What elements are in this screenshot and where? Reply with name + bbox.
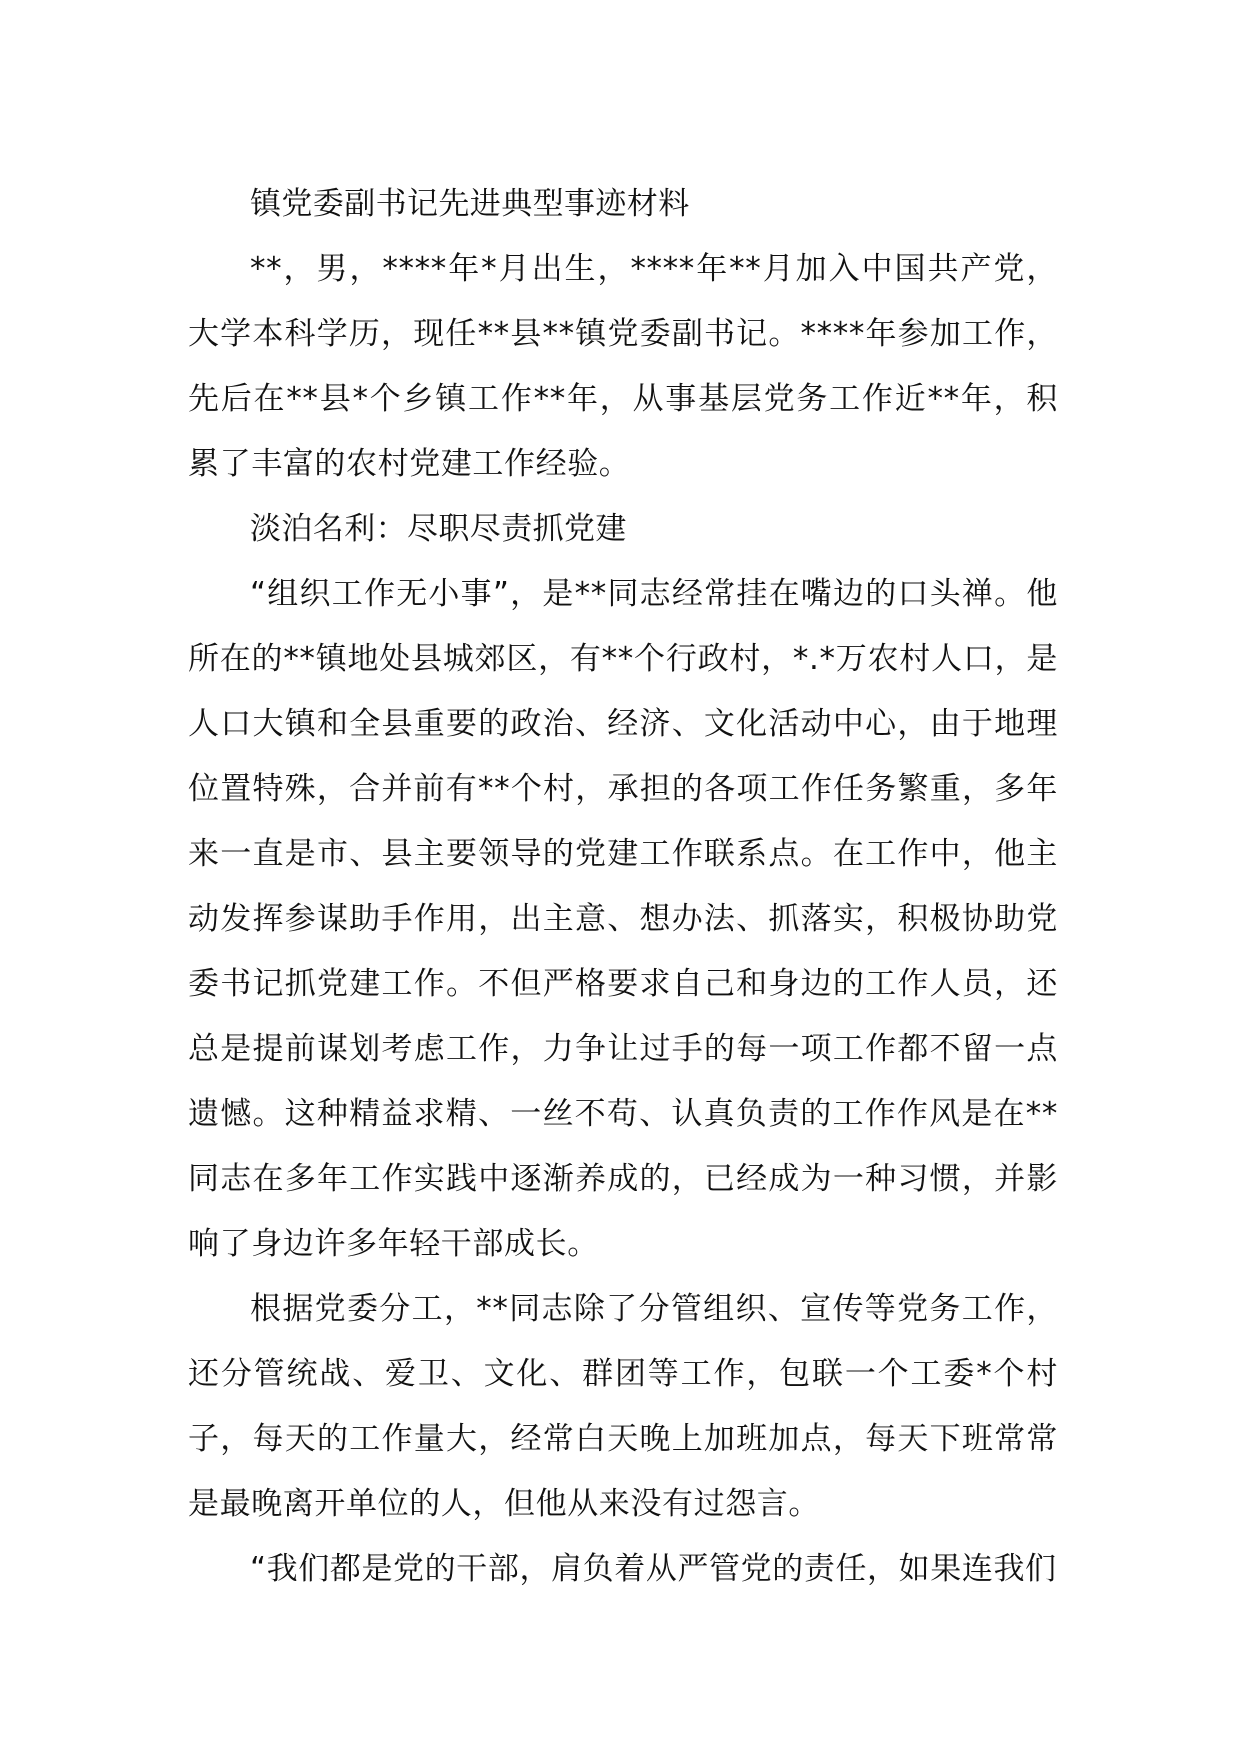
paragraph-biography: **，男，****年*月出生，****年**月加入中国共产党，大学本科学历，现任**县**镇党委副书记。****年参加工作，先后在**县*个乡镇工作**年，从事基层党务工作近**年，积累了丰富的农村党建工作经验。 — [188, 251, 1058, 482]
paragraph-party-division: 根据党委分工，**同志除了分管组织、宣传等党务工作，还分管统战、爱卫、文化、群团等工作，包联一个工委*个村子，每天的工作量大，经常白天晚上加班加点，每天下班常常是最晚离开单位的人，但他从来没有过怨言。 — [188, 1291, 1058, 1522]
section-heading: 淡泊名利：尽职尽责抓党建 — [250, 511, 627, 547]
document-body — [188, 172, 1058, 1602]
paragraph-quote-continued: “我们都是党的干部，肩负着从严管党的责任，如果连我们 — [250, 1551, 1057, 1587]
paragraph-organization-work: “组织工作无小事”，是**同志经常挂在嘴边的口头禅。他所在的**镇地处县城郊区，有**个行政村，*.*万农村人口，是人口大镇和全县重要的政治、经济、文化活动中心，由于地理位置特殊，合并前有**个村，承担的各项工作任务繁重，多年来一直是市、县主要领导的党建工作联系点。在工作中，他主动发挥参谋助手作用，出主意、想办法、抓落实，积极协助党委书记抓党建工作。不但严格要求自己和身边的工作人员，还总是提前谋划考虑工作，力争让过手的每一项工作都不留一点遗憾。这种精益求精、一丝不苟、认真负责的工作作风是在**同志在多年工作实践中逐渐养成的，已经成为一种习惯，并影响了身边许多年轻干部成长。 — [188, 576, 1058, 1262]
document-title: 镇党委副书记先进典型事迹材料 — [250, 186, 690, 222]
